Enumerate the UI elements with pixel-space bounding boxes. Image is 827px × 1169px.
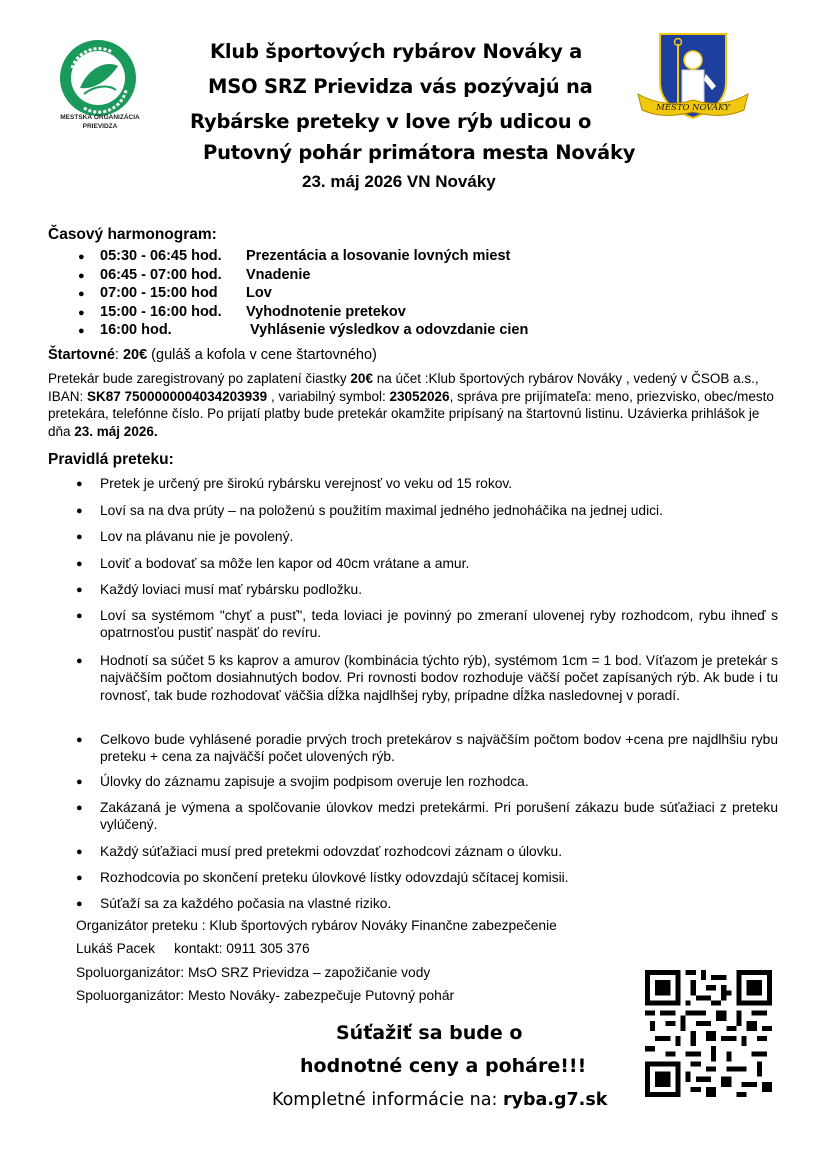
- rule-item: ● Každý súťažiaci musí pred pretekmi odovzdať rozhodcovi záznam o úlovku.: [76, 844, 563, 859]
- info-link[interactable]: ryba.g7.sk: [502, 1090, 608, 1110]
- rule-item: ● Každý loviaci musí mať rybársku podložku.: [76, 582, 363, 597]
- rule-item: ● Lov na plávanu nie je povolený.: [76, 529, 294, 544]
- schedule-item: ● 07:00 - 15:00 hod Lov: [78, 285, 272, 301]
- rule-item: ● Hodnotí sa súčet 5 ks kaprov a amurov (kombinácia týchto rýb), systémom 1cm = 1 bod. Víťazom je pretekár s najväčším počtom dosiahnutých bodov. Pri rovnosti bodov rozhoduje väčší počet zapísaných rýb. Ak bude i tu rovnosť, tak bude rozhodovať väčšia dĺžka najdlhšej ryby, prípadne dĺžka nasledovnej v poradí.: [76, 653, 778, 703]
- schedule-item: ● 16:00 hod. Vyhlásenie výsledkov a odovzdanie cien: [78, 322, 529, 338]
- prize-line-2: hodnotné ceny a poháre!!!: [300, 1055, 587, 1077]
- rule-item: ● Rozhodcovia po skončení preteku úlovkové lístky odovzdajú sčítacej komisii.: [76, 870, 569, 885]
- rule-item: ● Loví sa na dva prúty – na položenú s použitím maximal jedného jednoháčika na jednej udici.: [76, 503, 663, 518]
- rules-heading: Pravidlá preteku:: [48, 451, 174, 468]
- rule-item: ● Súťaží sa za každého počasia na vlastné riziko.: [76, 896, 392, 911]
- organizer-contact: Lukáš Pacek kontakt: 0911 305 376: [76, 941, 310, 956]
- srz-logo-caption: MESTSKÁ ORGANIZÁCIA PRIEVIDZA: [60, 114, 140, 130]
- schedule-item: ● 06:45 - 07:00 hod. Vnadenie: [78, 266, 311, 283]
- info-line: Kompletné informácie na: ryba.g7.sk: [272, 1090, 608, 1110]
- schedule-heading: Časový harmonogram:: [48, 226, 217, 243]
- rule-item: ● Úlovky do záznamu zapisuje a svojim podpisom overuje len rozhodca.: [76, 774, 529, 789]
- title-line-2: MSO SRZ Prievidza vás pozývajú na: [208, 75, 593, 98]
- novaky-coat-of-arms: [634, 30, 752, 126]
- schedule-item: ● 15:00 - 16:00 hod. Vyhodnotenie pretekov: [78, 303, 406, 320]
- schedule-item: ● 05:30 - 06:45 hod. Prezentácia a losovanie lovných miest: [78, 248, 511, 264]
- schedule-list: [78, 248, 528, 341]
- rule-item: ● Celkovo bude vyhlásené poradie prvých troch pretekárov s najväčším počtom bodov +cena pre najdlhšiu rybu preteku + cena za najväčší počet ulovených rýb.: [76, 732, 778, 765]
- srz-logo: [58, 38, 138, 118]
- registration-info: Pretekár bude zaregistrovaný po zaplatení čiastky 20€ na účet :Klub športových rybárov Nováky , vedený v ČSOB a.s., IBAN: SK87 7500000004034203939 , variabilný symbol: 23052026, správa pre prijímateľa: meno, priezvisko, obec/mesto pretekára, telefónne číslo. Po prijatí platby bude pretekár okamžite pripísaný na štartovnú listinu. Uzávierka prihlášok je dňa 23. máj 2026.: [48, 371, 774, 439]
- title-line-1: Klub športových rybárov Nováky a: [210, 40, 583, 63]
- coat-banner-text: MESTO NOVÁKY: [656, 103, 730, 113]
- qr-code: [645, 970, 772, 1097]
- start-fee: Štartovné: 20€ (guláš a kofola v cene štartovného): [48, 347, 377, 363]
- co-organizer-line: Spoluorganizátor: MsO SRZ Prievidza – zapožičanie vody: [76, 965, 431, 980]
- rule-item: ● Loví sa systémom "chyť a pusť", teda loviaci je povinný po zmeraní ulovenej ryby rozhodcom, rybu ihneď s opatrnosťou pustiť naspäť do revíru.: [76, 608, 778, 641]
- rule-item: ● Zakázaná je výmena a spolčovanie úlovkov medzi pretekármi. Pri porušení zákazu bude súťažiaci z preteku vylúčený.: [76, 800, 778, 833]
- rule-item: ● Pretek je určený pre širokú rybársku verejnosť vo veku od 15 rokov.: [76, 476, 513, 491]
- event-date: 23. máj 2026 VN Nováky: [302, 172, 496, 191]
- prize-line-1: Súťažiť sa bude o: [336, 1022, 523, 1044]
- title-line-3: Rybárske preteky v love rýb udicou o: [190, 110, 592, 133]
- organizer-line: Organizátor preteku : Klub športových rybárov Nováky Finančne zabezpečenie: [76, 918, 557, 933]
- co-organizer-line: Spoluorganizátor: Mesto Nováky- zabezpečuje Putovný pohár: [76, 988, 455, 1003]
- title-line-4: Putovný pohár primátora mesta Nováky: [203, 141, 636, 164]
- rule-item: ● Loviť a bodovať sa môže len kapor od 40cm vrátane a amur.: [76, 556, 470, 571]
